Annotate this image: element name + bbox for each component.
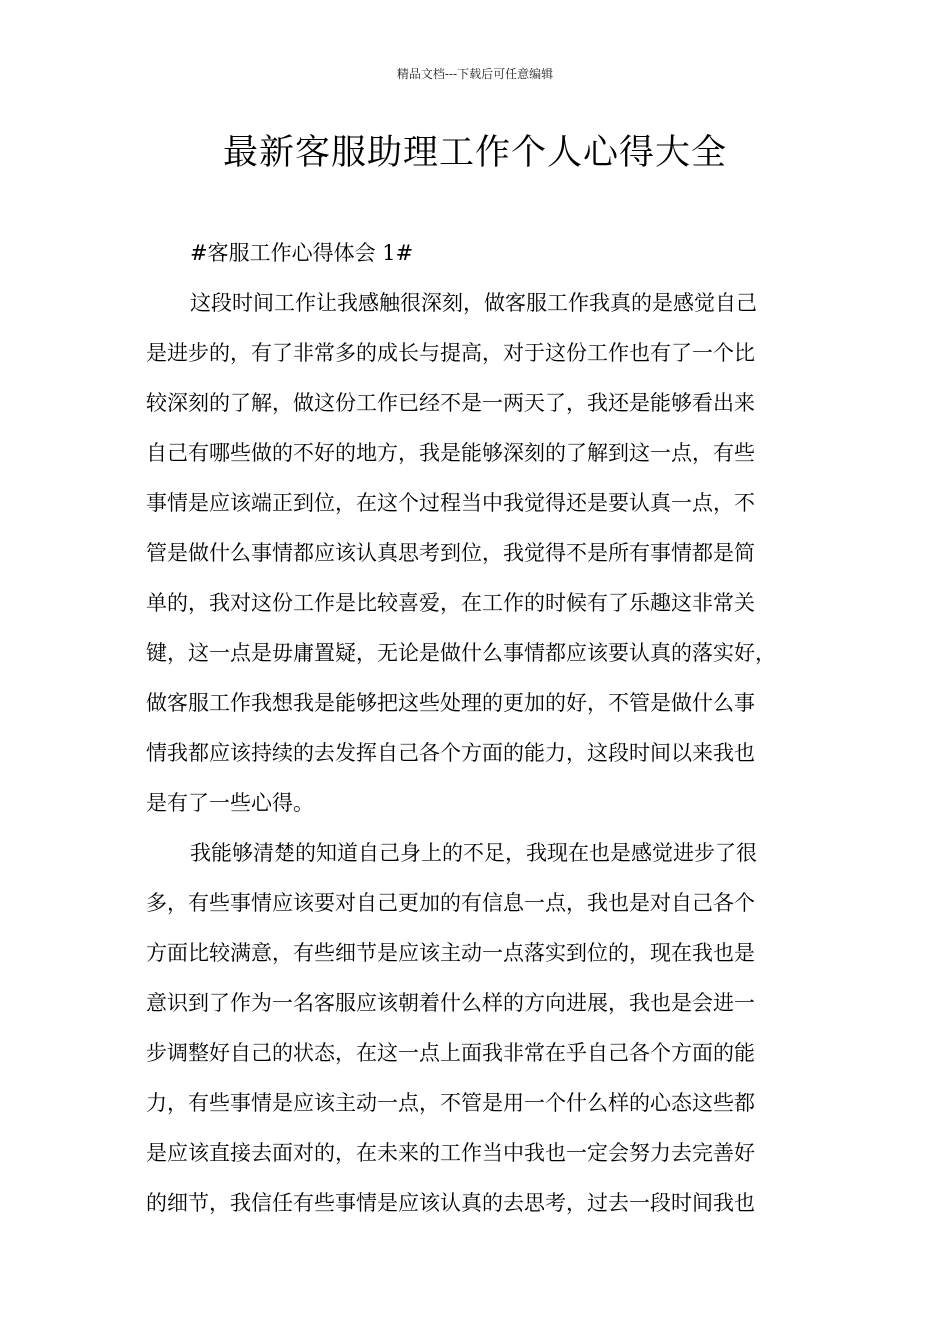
paragraph-1 bbox=[146, 278, 806, 828]
header-note: 精品文档---下载后可任意编辑 bbox=[396, 67, 554, 81]
section-heading: #客服工作心得体会 1# bbox=[190, 241, 414, 265]
paragraph-line: 这段时间工作让我感触很深刻，做客服工作我真的是感觉自己 bbox=[190, 291, 757, 315]
paragraph-line: 多，有些事情应该要对自己更加的有信息一点，我也是对自己各个 bbox=[146, 891, 755, 915]
paragraph-line: 的细节，我信任有些事情是应该认真的去思考，过去一段时间我也 bbox=[146, 1191, 755, 1215]
paragraph-line: 单的，我对这份工作是比较喜爱，在工作的时候有了乐趣这非常关 bbox=[146, 591, 755, 615]
paragraph-line: 键，这一点是毋庸置疑，无论是做什么事情都应该要认真的落实好， bbox=[146, 641, 776, 665]
document-title: 最新客服助理工作个人心得大全 bbox=[222, 133, 727, 173]
paragraph-line: 是有了一些心得。 bbox=[146, 791, 314, 815]
paragraph-line: 是进步的，有了非常多的成长与提高，对于这份工作也有了一个比 bbox=[146, 341, 755, 365]
paragraph-line: 自己有哪些做的不好的地方，我是能够深刻的了解到这一点，有些 bbox=[146, 441, 755, 465]
paragraph-line: 我能够清楚的知道自己身上的不足，我现在也是感觉进步了很 bbox=[190, 841, 757, 865]
paragraph-line: 方面比较满意，有些细节是应该主动一点落实到位的，现在我也是 bbox=[146, 941, 755, 965]
paragraph-line: 事情是应该端正到位，在这个过程当中我觉得还是要认真一点，不 bbox=[146, 491, 755, 515]
paragraph-line: 是应该直接去面对的，在未来的工作当中我也一定会努力去完善好 bbox=[146, 1141, 755, 1165]
paragraph-2 bbox=[146, 828, 806, 1228]
paragraph-line: 情我都应该持续的去发挥自己各个方面的能力，这段时间以来我也 bbox=[146, 741, 755, 765]
paragraph-line: 力，有些事情是应该主动一点，不管是用一个什么样的心态这些都 bbox=[146, 1091, 755, 1115]
paragraph-line: 步调整好自己的状态，在这一点上面我非常在乎自己各个方面的能 bbox=[146, 1041, 755, 1065]
paragraph-line: 意识到了作为一名客服应该朝着什么样的方向进展，我也是会进一 bbox=[146, 991, 755, 1015]
paragraph-line: 管是做什么事情都应该认真思考到位，我觉得不是所有事情都是简 bbox=[146, 541, 755, 565]
paragraph-line: 做客服工作我想我是能够把这些处理的更加的好，不管是做什么事 bbox=[146, 691, 755, 715]
document-body bbox=[146, 228, 806, 1228]
paragraph-line: 较深刻的了解，做这份工作已经不是一两天了，我还是能够看出来 bbox=[146, 391, 755, 415]
